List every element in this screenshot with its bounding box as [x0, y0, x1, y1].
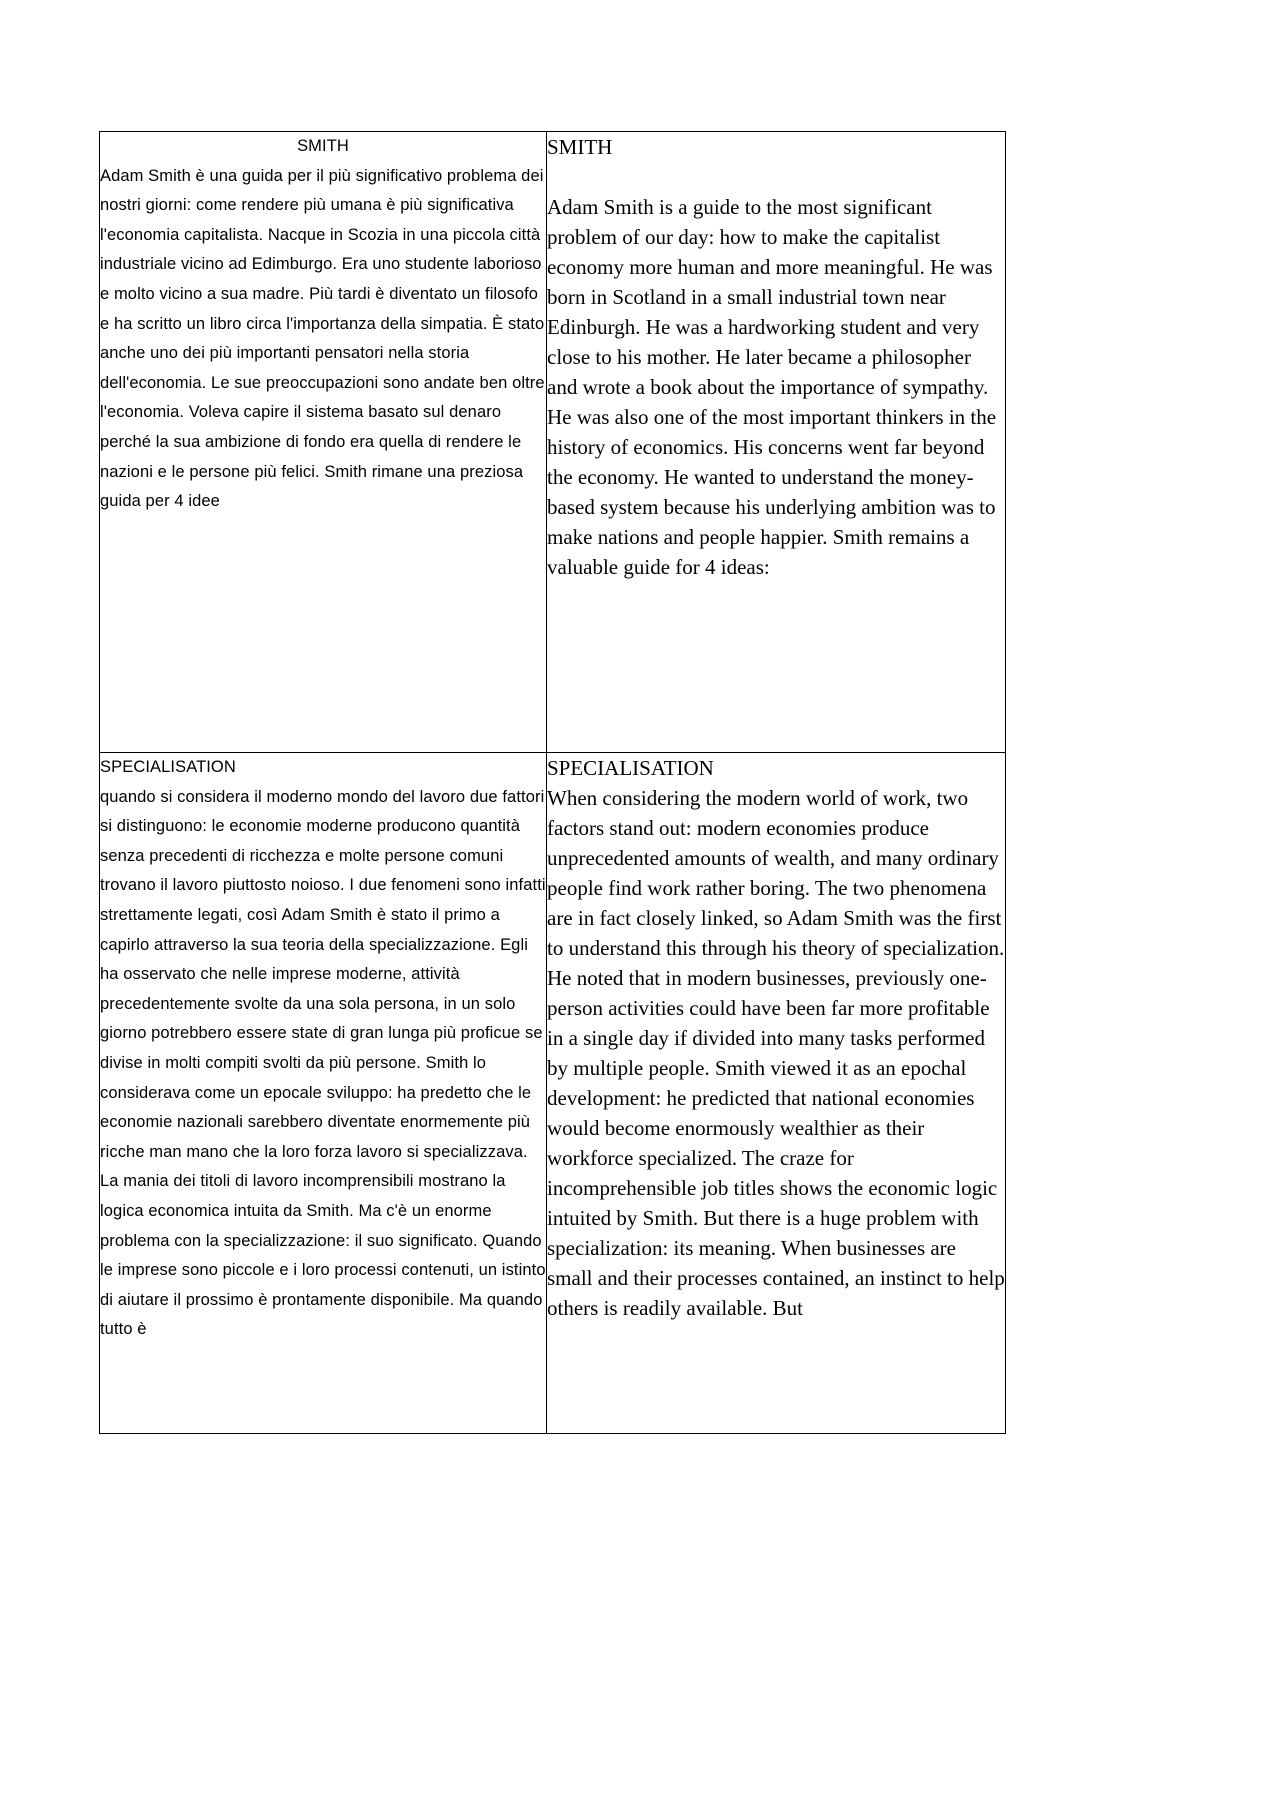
section-heading-italian-smith: SMITH [297, 137, 349, 155]
table-cell-english-smith [547, 132, 1006, 753]
table-cell-italian-specialisation [100, 753, 547, 1434]
section-body-english-specialisation: When considering the modern world of work, two factors stand out: modern economies produce unprecedented amounts of wealth, and many ordinary people find work rather boring. The two phenomena are in fact closely linked, so Adam Smith was the first to understand this through his theory of specialization. He noted that in modern businesses, previously one-person activities could have been far more profitable in a single day if divided into many tasks performed by multiple people. Smith viewed it as an epochal development: he predicted that national economies would become enormously wealthier as their workforce specialized. The craze for incomprehensible job titles shows the economic logic intuited by Smith. But there is a huge problem with specialization: its meaning. When businesses are small and their processes contained, an instinct to help others is readily available. But [547, 786, 1005, 1320]
section-heading-italian-specialisation: SPECIALISATION [100, 758, 236, 776]
section-body-italian-smith: Adam Smith è una guida per il più significativo problema dei nostri giorni: come rendere più umana è più significativa l'economia capitalista. Nacque in Scozia in una piccola città industriale vicino ad Edimburgo. Era uno studente laborioso e molto vicino a sua madre. Più tardi è diventato un filosofo e ha scritto un libro circa l'importanza della simpatia. È stato anche uno dei più importanti pensatori nella storia dell'economia. Le sue preoccupazioni sono andate ben oltre l'economia. Voleva capire il sistema basato sul denaro perché la sua ambizione di fondo era quella di rendere le nazioni e le persone più felici. Smith rimane una preziosa guida per 4 idee [100, 166, 545, 511]
table-row [100, 132, 1006, 753]
translation-table [99, 131, 1006, 1434]
section-body-english-smith: Adam Smith is a guide to the most significant problem of our day: how to make the capitalist economy more human and more meaningful. He was born in Scotland in a small industrial town near Edinburgh. He was a hardworking student and very close to his mother. He later became a philosopher and wrote a book about the importance of sympathy. He was also one of the most important thinkers in the history of economics. His concerns went far beyond the economy. He wanted to understand the money-based system because his underlying ambition was to make nations and people happier. Smith remains a valuable guide for 4 ideas: [547, 195, 997, 579]
table-row [100, 753, 1006, 1434]
table-cell-english-specialisation [547, 753, 1006, 1434]
heading-body-spacer [547, 162, 1005, 192]
table-cell-italian-smith [100, 132, 547, 753]
section-heading-english-specialisation: SPECIALISATION [547, 756, 714, 780]
section-body-italian-specialisation: quando si considera il moderno mondo del lavoro due fattori si distinguono: le economie moderne producono quantità senza precedenti di ricchezza e molte persone comuni trovano il lavoro piuttosto noioso. I due fenomeni sono infatti strettamente legati, così Adam Smith è stato il primo a capirlo attraverso la sua teoria della specializzazione. Egli ha osservato che nelle imprese moderne, attività precedentemente svolte da una sola persona, in un solo giorno potrebbero essere state di gran lunga più proficue se divise in molti compiti svolti da più persone. Smith lo considerava come un epocale sviluppo: ha predetto che le economie nazionali sarebbero diventate enormemente più ricche man mano che la loro forza lavoro si specializzava. La mania dei titoli di lavoro incomprensibili mostrano la logica economica intuita da Smith. Ma c'è un enorme problema con la specializzazione: il suo significato. Quando le imprese sono piccole e i loro processi contenuti, un istinto di aiutare il prossimo è prontamente disponibile. Ma quando tutto è [100, 787, 546, 1339]
section-heading-english-smith: SMITH [547, 135, 613, 159]
